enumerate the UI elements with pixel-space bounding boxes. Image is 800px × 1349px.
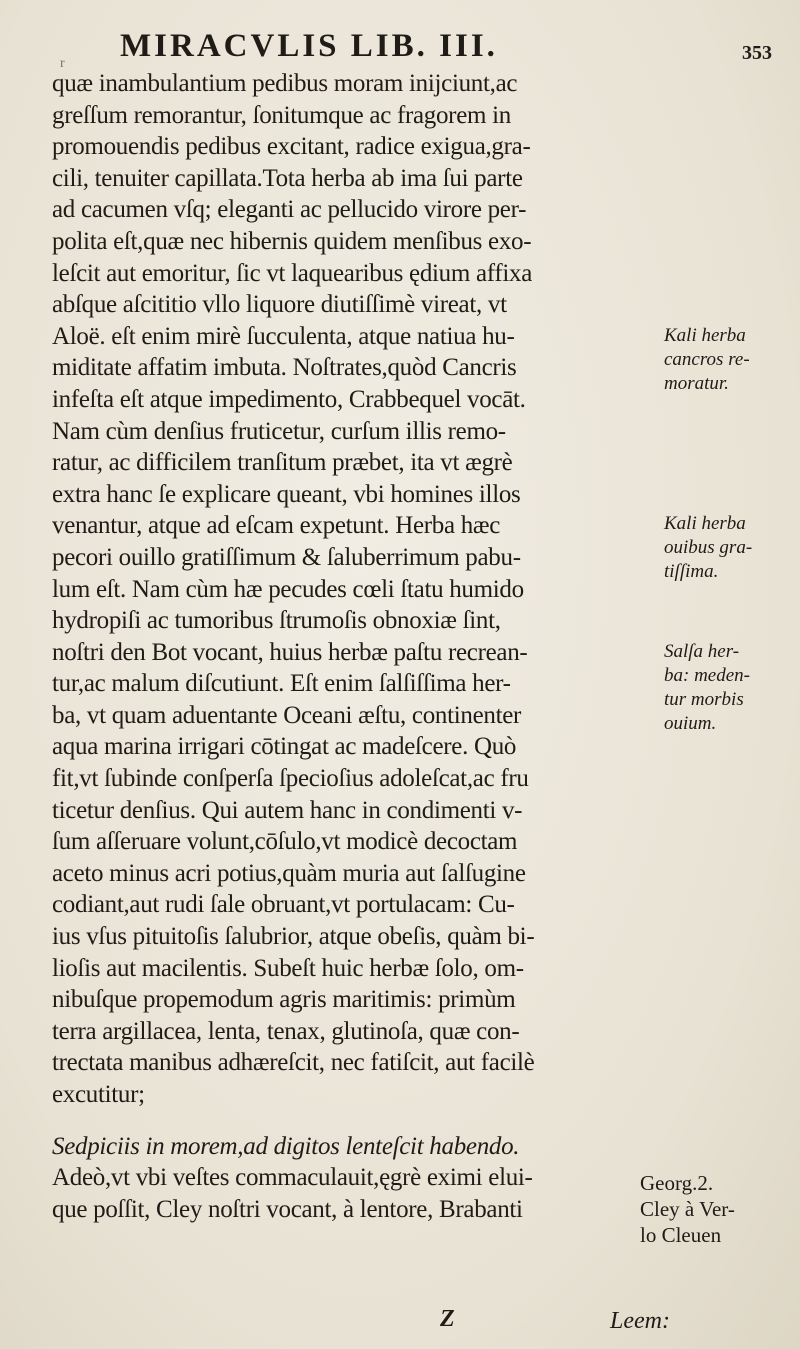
margin-note-line: ouium. [664,713,717,734]
text-line: que poſſit, Cley noſtri vocant, à lentore, Brabanti [52,1195,523,1223]
margin-note-line: ouibus gra- [664,537,753,558]
text-line: greſſum remorantur, ſonitumque ac fragorem in [52,101,511,129]
text-line: aqua marina irrigari cōtingat ac madeſcere. Quò [52,733,517,761]
text-line: Nam cùm denſius fruticetur, curſum illis remo- [52,417,506,445]
margin-note-line: Georg.2. [640,1171,714,1195]
text-line: leſcit aut emoritur, ſic vt laquearibus ędium affixa [52,259,532,287]
margin-note-line: moratur. [664,373,729,394]
text-line: ad cacumen vſq; eleganti ac pellucido virore per- [52,196,527,224]
text-line: trectata manibus adhæreſcit, nec fatiſcit, aut facilè [52,1049,535,1077]
text-line: codiant,aut rudi ſale obruant,vt portulacam: Cu- [52,891,515,919]
text-line: miditate affatim imbuta. Noſtrates,quòd Cancris [52,354,517,382]
running-head: MIRACVLIS LIB. III. [120,28,498,64]
margin-note-line: cancros re- [664,349,750,370]
text-line: infeſta eſt atque impedimento, Crabbequel vocāt. [52,385,526,413]
margin-note-line: lo Cleuen [640,1223,722,1247]
corner-mark: r [60,56,65,71]
page-header [60,28,780,71]
text-line: tur,ac malum diſcutiunt. Eſt enim ſalſiſſima her- [52,670,511,698]
text-line: abſque aſcititio vllo liquore diutiſſimè vireat, vt [52,291,507,319]
text-line: ba, vt quam aduentante Oceani æſtu, continenter [52,701,522,729]
spacer [52,1111,652,1131]
text-line: ticetur denſius. Qui autem hanc in condimenti v- [52,796,523,824]
text-line: promouendis pedibus excitant, radice exigua,gra- [52,133,531,161]
text-line: hydropiſi ac tumoribus ſtrumoſis obnoxiæ ſint, [52,607,501,635]
text-line: pecori ouillo gratiſſimum & ſaluberrimum pabu- [52,543,521,571]
margin-note-line: Cley à Ver- [640,1197,735,1221]
margin-note-salsa-herba [664,640,794,736]
text-line: lum eſt. Nam cùm hæ pecudes cœli ſtatu humido [52,575,524,603]
catchword: Leem: [610,1308,670,1334]
text-line: fit,vt ſubinde conſperſa ſpecioſius adoleſcat,ac fru [52,765,529,793]
margin-note-kali-cancros [664,324,794,396]
text-line: ſum aſſeruare volunt,cōſulo,vt modicè decoctam [52,828,518,856]
text-line: excutitur; [52,1081,145,1108]
text-line: extra hanc ſe explicare queant, vbi homines illos [52,480,521,508]
margin-note-georgics [640,1170,790,1248]
margin-note-line: Kali herba [664,513,746,534]
text-line: quæ inambulantium pedibus moram inijciunt,ac [52,70,518,97]
text-line: Aloë. eſt enim mirè ſucculenta, atque natiua hu- [52,322,515,350]
text-line: lioſis aut macilentis. Subeſt huic herbæ ſolo, om- [52,954,524,982]
page-number: 353 [742,42,772,64]
text-line: terra argillacea, lenta, tenax, glutinoſa, quæ con- [52,1017,520,1045]
margin-note-line: tur morbis [664,689,744,710]
margin-note-line: Kali herba [664,325,746,346]
text-line: noſtri den Bot vocant, huius herbæ paſtu recrean- [52,638,528,666]
text-line: venantur, atque ad eſcam expetunt. Herba hæc [52,512,501,540]
margin-note-line: Salſa her- [664,641,740,662]
margin-note-line: ba: meden- [664,665,750,686]
text-line: aceto minus acri potius,quàm muria aut ſalſugine [52,859,526,887]
signature-mark: Z [440,1306,455,1332]
page-footer [0,1306,800,1336]
main-text-column [52,68,652,1225]
text-line: ratur, ac difficilem tranſitum præbet, ita vt ægrè [52,449,513,477]
margin-note-line: tiſſima. [664,561,719,582]
margin-note-kali-ouibus [664,512,794,584]
text-line: Adeò,vt vbi veſtes commaculauit,ęgrè eximi elui- [52,1164,533,1192]
italic-quote-line: Sedpiciis in morem,ad digitos lenteſcit habendo. [52,1132,520,1160]
text-line: polita eſt,quæ nec hibernis quidem menſibus exo- [52,227,532,255]
text-line: cili, tenuiter capillata.Tota herba ab ima ſui parte [52,164,523,192]
text-line: ius vſus pituitoſis ſalubrior, atque obeſis, quàm bi- [52,923,535,951]
text-line: nibuſque propemodum agris maritimis: primùm [52,986,516,1014]
